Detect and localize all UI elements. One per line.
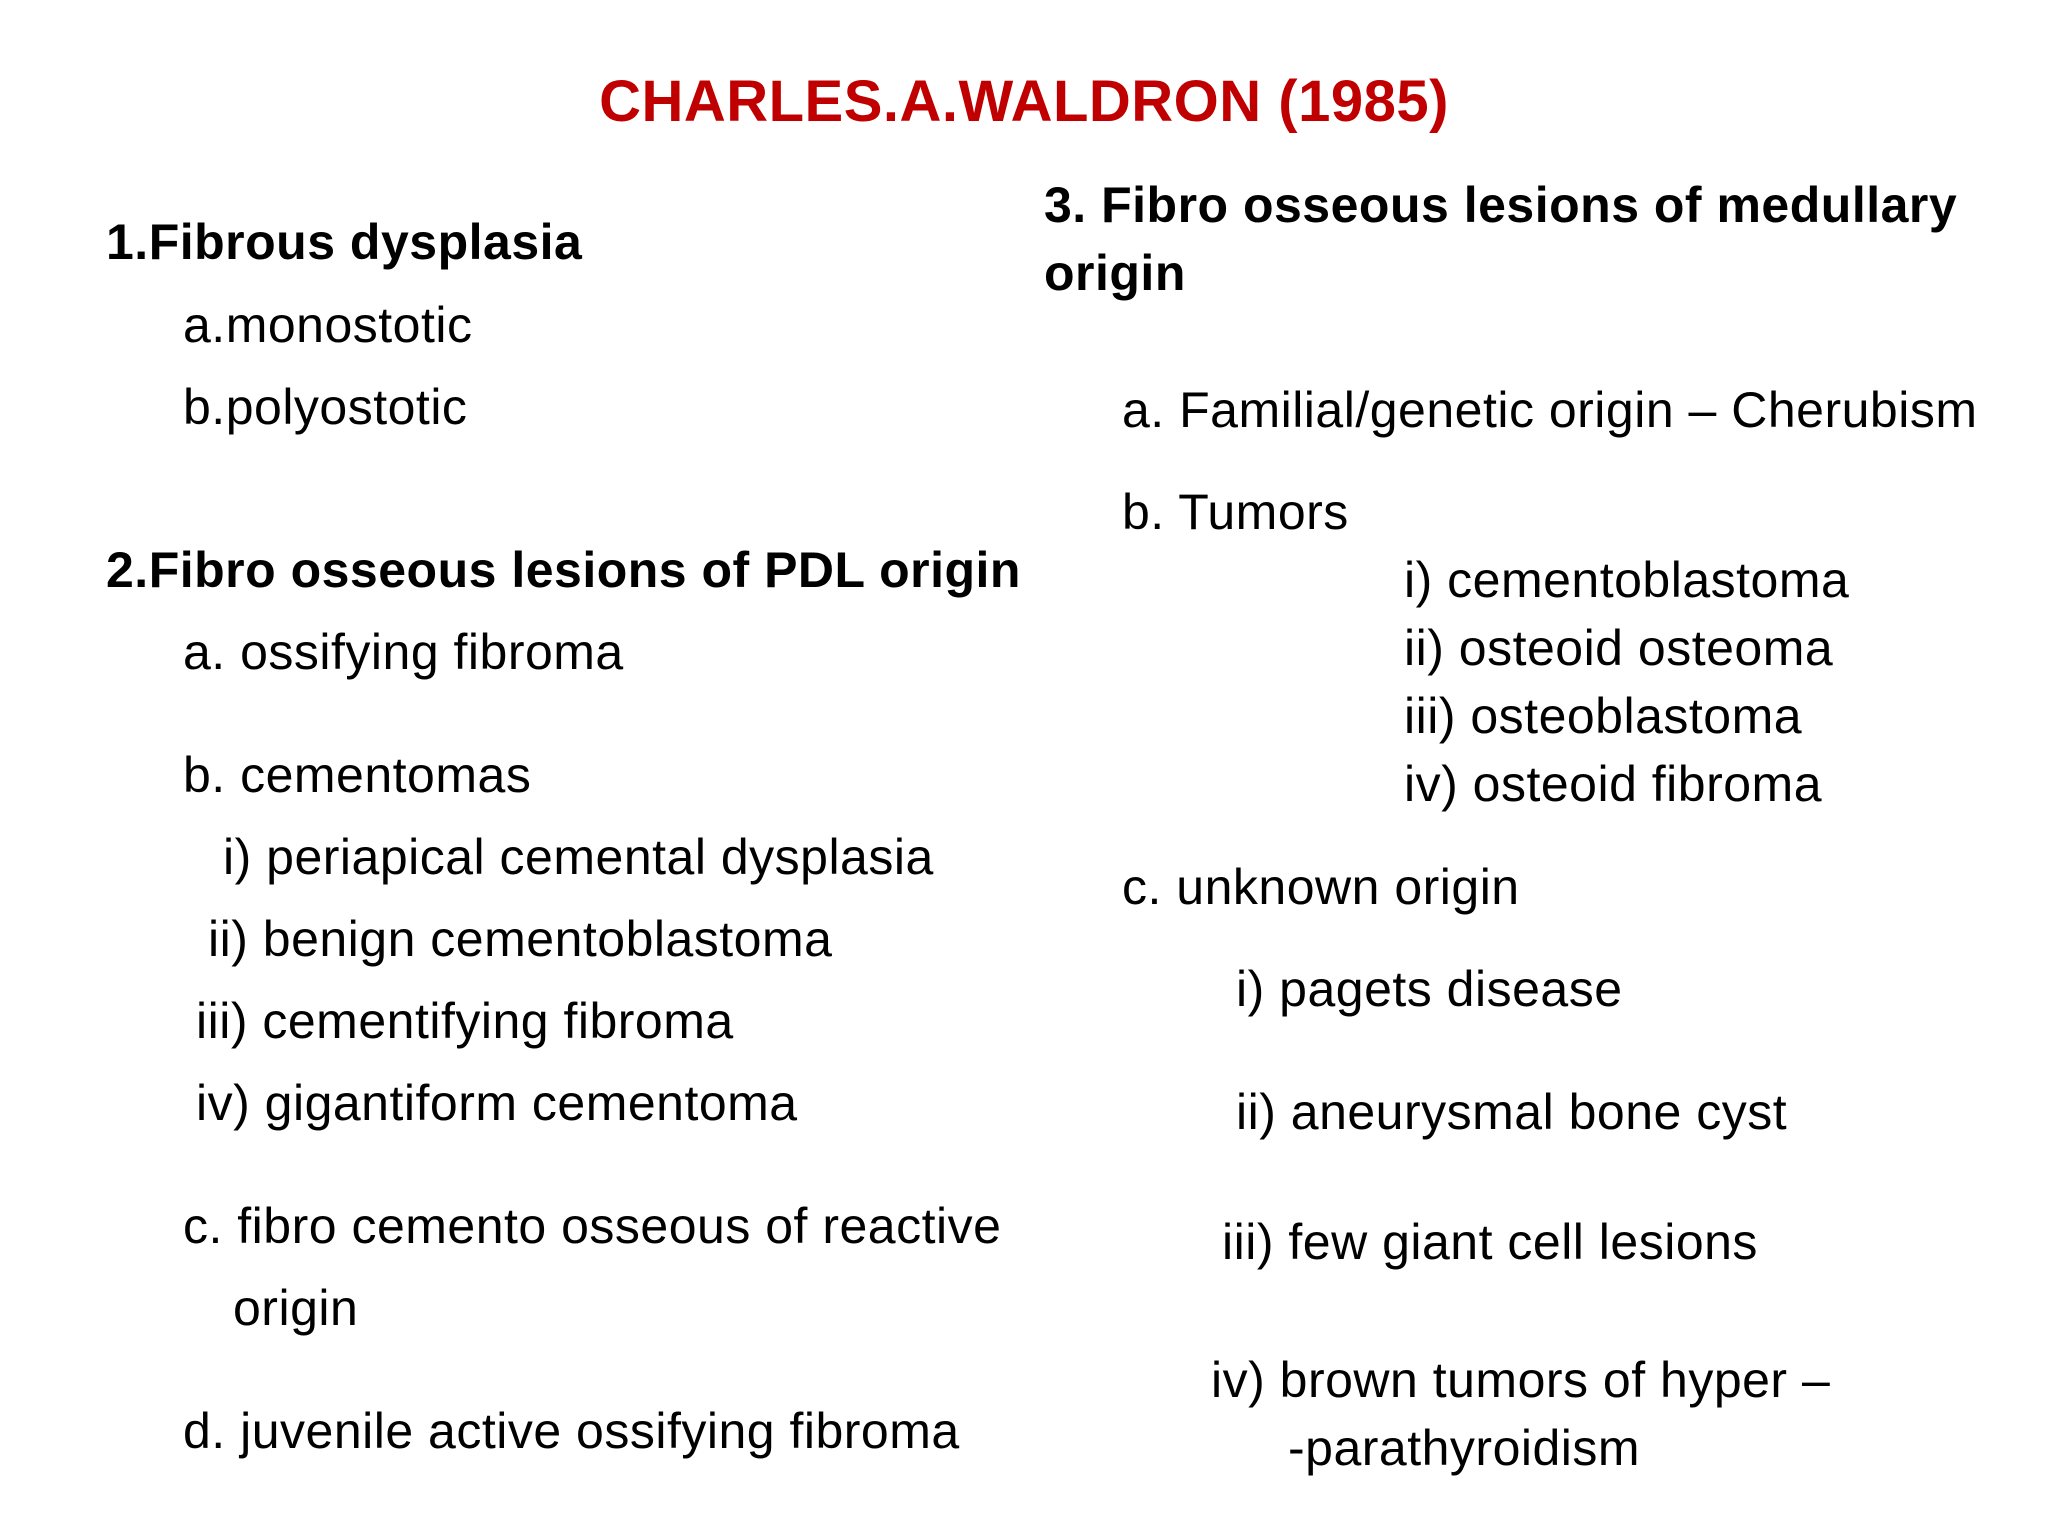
sub-item-cementoblastoma: i) cementoblastoma — [1404, 552, 1850, 608]
sub-item-aneurysmal-bone-cyst: ii) aneurysmal bone cyst — [1236, 1084, 1788, 1140]
sub-item-osteoid-osteoma: ii) osteoid osteoma — [1404, 620, 1834, 676]
sub-item-osteoid-fibroma: iv) osteoid fibroma — [1404, 756, 1822, 812]
list-item-fibro-cemento-osseous: c. fibro cemento osseous of reactive — [183, 1198, 1002, 1254]
list-item-monostotic: a.monostotic — [183, 297, 473, 353]
section-1-heading: 1.Fibrous dysplasia — [106, 214, 583, 270]
sub-item-gigantiform-cementoma: iv) gigantiform cementoma — [196, 1075, 798, 1131]
sub-item-osteoblastoma: iii) osteoblastoma — [1404, 688, 1803, 744]
sub-item-few-giant-cell-lesions: iii) few giant cell lesions — [1222, 1214, 1758, 1270]
section-3-heading: 3. Fibro osseous lesions of medullary — [1044, 177, 1958, 233]
list-item-polyostotic: b.polyostotic — [183, 379, 468, 435]
slide-title: CHARLES.A.WALDRON (1985) — [599, 69, 1449, 134]
sub-item-brown-tumors: iv) brown tumors of hyper – — [1211, 1352, 1831, 1408]
sub-item-benign-cementoblastoma: ii) benign cementoblastoma — [208, 911, 833, 967]
sub-item-periapical-cemental-dysplasia: i) periapical cemental dysplasia — [223, 829, 934, 885]
list-item-unknown-origin: c. unknown origin — [1122, 859, 1520, 915]
list-item-cementomas: b. cementomas — [183, 747, 532, 803]
sub-item-pagets-disease: i) pagets disease — [1236, 961, 1623, 1017]
sub-item-brown-tumors-cont: -parathyroidism — [1288, 1420, 1641, 1476]
list-item-tumors: b. Tumors — [1122, 484, 1349, 540]
section-3-heading-cont: origin — [1044, 245, 1186, 301]
list-item-juvenile-active-ossifying-fibroma: d. juvenile active ossifying fibroma — [183, 1403, 960, 1459]
list-item-familial-genetic-origin: a. Familial/genetic origin – Cherubism — [1122, 382, 1978, 438]
list-item-ossifying-fibroma: a. ossifying fibroma — [183, 624, 624, 680]
list-item-fibro-cemento-osseous-cont: origin — [233, 1280, 359, 1336]
section-2-heading: 2.Fibro osseous lesions of PDL origin — [106, 542, 1021, 598]
sub-item-cementifying-fibroma: iii) cementifying fibroma — [196, 993, 734, 1049]
